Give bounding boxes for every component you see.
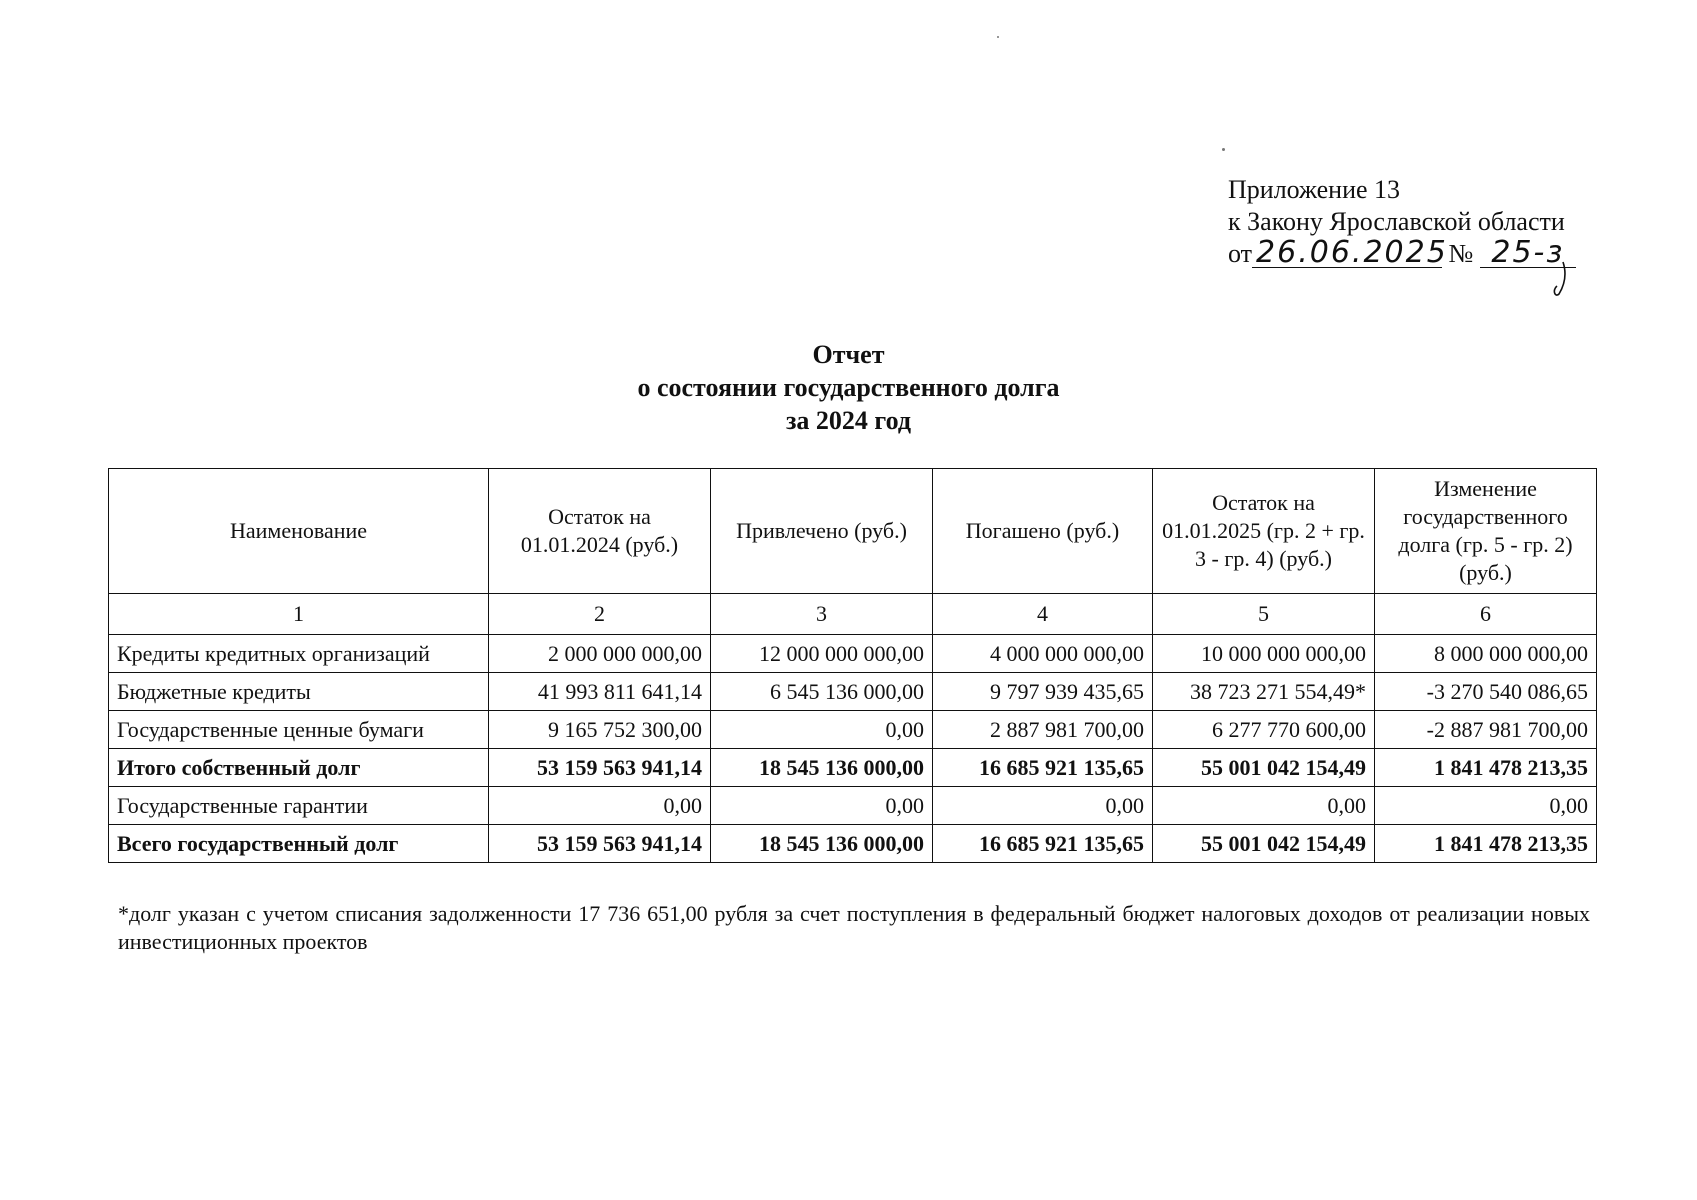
- cell-value: 55 001 042 154,49: [1153, 825, 1375, 863]
- row-name: Государственные ценные бумаги: [109, 711, 489, 749]
- scan-speck: [1222, 148, 1225, 151]
- column-number: 4: [933, 594, 1153, 635]
- cell-value: 0,00: [1153, 787, 1375, 825]
- table-row: [109, 635, 1597, 673]
- cell-value: 12 000 000 000,00: [711, 635, 933, 673]
- table-row-total: [109, 825, 1597, 863]
- cell-value: 16 685 921 135,65: [933, 749, 1153, 787]
- cell-value: 18 545 136 000,00: [711, 749, 933, 787]
- cell-value: 8 000 000 000,00: [1375, 635, 1597, 673]
- row-name: Государственные гарантии: [109, 787, 489, 825]
- column-number: 3: [711, 594, 933, 635]
- column-number: 2: [489, 594, 711, 635]
- from-label: от: [1228, 239, 1253, 268]
- row-name: Всего государственный долг: [109, 825, 489, 863]
- cell-value: 9 165 752 300,00: [489, 711, 711, 749]
- cell-value: 0,00: [1375, 787, 1597, 825]
- cell-value: 1 841 478 213,35: [1375, 825, 1597, 863]
- header-balance-2025: Остаток на 01.01.2025 (гр. 2 + гр. 3 - гр. 4) (руб.): [1153, 469, 1375, 594]
- cell-value: 0,00: [711, 711, 933, 749]
- title-line-2: о состоянии государственного долга: [637, 373, 1060, 402]
- cell-value: 53 159 563 941,14: [489, 825, 711, 863]
- scan-speck: [997, 36, 999, 38]
- cell-value: 16 685 921 135,65: [933, 825, 1153, 863]
- handwritten-law-number: 25-з: [1480, 239, 1576, 268]
- cell-value: 1 841 478 213,35: [1375, 749, 1597, 787]
- cell-value: 38 723 271 554,49*: [1153, 673, 1375, 711]
- cell-value: 55 001 042 154,49: [1153, 749, 1375, 787]
- table-row: [109, 787, 1597, 825]
- cell-value: 4 000 000 000,00: [933, 635, 1153, 673]
- row-name: Итого собственный долг: [109, 749, 489, 787]
- cell-value: 0,00: [933, 787, 1153, 825]
- cell-value: 2 887 981 700,00: [933, 711, 1153, 749]
- row-name: Кредиты кредитных организаций: [109, 635, 489, 673]
- cell-value: 0,00: [711, 787, 933, 825]
- cell-value: -3 270 540 086,65: [1375, 673, 1597, 711]
- column-number-row: [109, 594, 1597, 635]
- table-row: [109, 673, 1597, 711]
- header-raised: Привлечено (руб.): [711, 469, 933, 594]
- appendix-number: Приложение 13: [1228, 175, 1401, 204]
- column-number: 1: [109, 594, 489, 635]
- cell-value: -2 887 981 700,00: [1375, 711, 1597, 749]
- handwritten-date: 26.06.2025: [1252, 239, 1442, 268]
- table-row-subtotal: [109, 749, 1597, 787]
- table-header-row: [109, 469, 1597, 594]
- report-title: [0, 338, 1697, 437]
- header-debt-change: Изменение государственного долга (гр. 5 - гр. 2) (руб.): [1375, 469, 1597, 594]
- title-line-1: Отчет: [812, 340, 885, 369]
- cell-value: 53 159 563 941,14: [489, 749, 711, 787]
- cell-value: 10 000 000 000,00: [1153, 635, 1375, 673]
- header-repaid: Погашено (руб.): [933, 469, 1153, 594]
- cell-value: 9 797 939 435,65: [933, 673, 1153, 711]
- column-number: 6: [1375, 594, 1597, 635]
- appendix-header: [1228, 174, 1576, 270]
- appendix-date-line: [1228, 235, 1576, 270]
- cell-value: 41 993 811 641,14: [489, 673, 711, 711]
- column-number: 5: [1153, 594, 1375, 635]
- cell-value: 0,00: [489, 787, 711, 825]
- number-label: №: [1448, 239, 1474, 268]
- row-name: Бюджетные кредиты: [109, 673, 489, 711]
- cell-value: 6 545 136 000,00: [711, 673, 933, 711]
- header-name: Наименование: [109, 469, 489, 594]
- cell-value: 2 000 000 000,00: [489, 635, 711, 673]
- cell-value: 18 545 136 000,00: [711, 825, 933, 863]
- table-row: [109, 711, 1597, 749]
- footnote: *долг указан с учетом списания задолженности 17 736 651,00 рубля за счет поступления в федеральный бюджет налоговых доходов от реализации новых инвестиционных проектов: [118, 901, 1590, 954]
- debt-report-table: [108, 468, 1597, 863]
- header-balance-2024: Остаток на 01.01.2024 (руб.): [489, 469, 711, 594]
- title-line-3: за 2024 год: [785, 406, 911, 435]
- cell-value: 6 277 770 600,00: [1153, 711, 1375, 749]
- appendix-law-reference: к Закону Ярославской области: [1228, 207, 1565, 236]
- handwriting-flourish: [1551, 260, 1569, 300]
